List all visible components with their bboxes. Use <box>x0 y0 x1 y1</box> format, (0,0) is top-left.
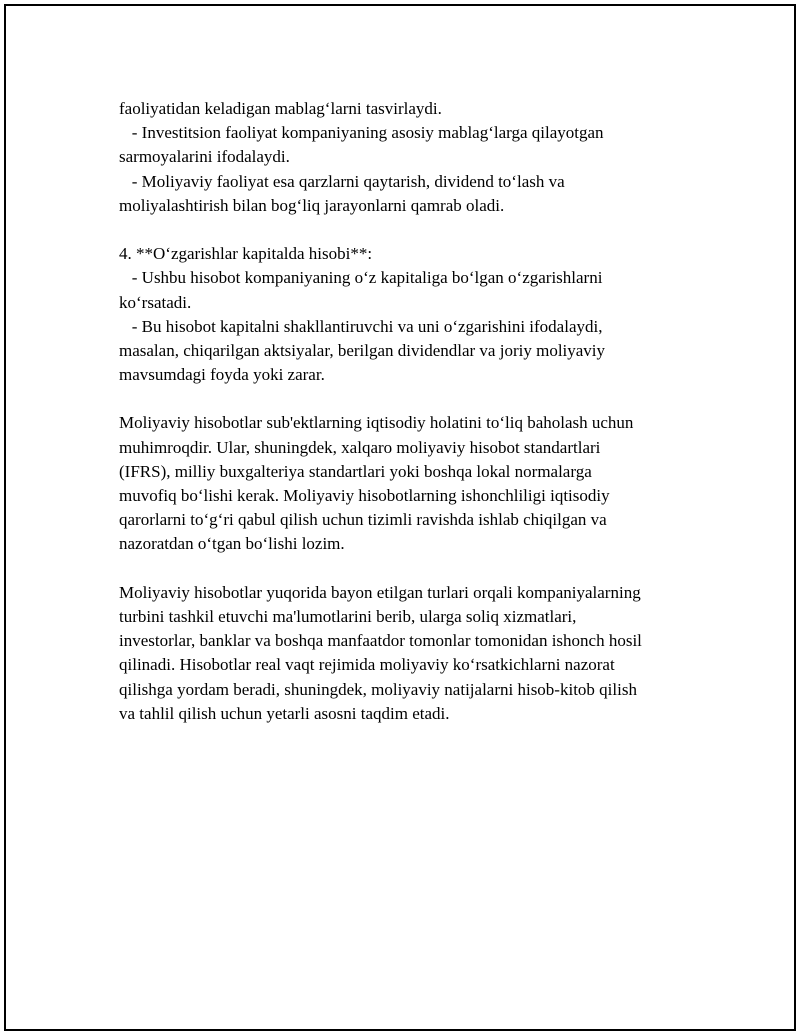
text-line: - Bu hisobot kapitalni shakllantiruvchi va uni o‘zgarishini ifodalaydi, <box>119 316 603 336</box>
text-line: qarorlarni to‘g‘ri qabul qilish uchun tizimli ravishda ishlab chiqilgan va <box>119 510 607 530</box>
text-line: muvofiq bo‘lishi kerak. Moliyaviy hisobotlarning ishonchliligi iqtisodiy <box>119 486 610 505</box>
text-line: nazoratdan o‘tgan bo‘lishi lozim. <box>119 534 345 554</box>
paragraph-spacer <box>119 387 699 411</box>
section-heading: 4. **O‘zgarishlar kapitalda hisobi**: <box>119 244 373 264</box>
text-line: - Investitsion faoliyat kompaniyaning asosiy mablag‘larga qilayotgan <box>119 123 604 143</box>
text-line: va tahlil qilish uchun yetarli asosni taqdim etadi. <box>119 703 450 723</box>
text-line: moliyalashtirish bilan bog‘liq jarayonlarni qamrab oladi. <box>119 195 505 215</box>
text-line: - Ushbu hisobot kompaniyaning o‘z kapitaliga bo‘lgan o‘zgarishlarni <box>119 268 603 288</box>
text-line: turbini tashkil etuvchi ma'lumotlarini berib, ularga soliq xizmatlari, <box>119 606 577 626</box>
text-line: investorlar, banklar va boshqa manfaatdor tomonlar tomonidan ishonch hosil <box>119 631 642 651</box>
paragraph-spacer <box>119 557 699 581</box>
text-line: qilishga yordam beradi, shuningdek, moliyaviy natijalarni hisob-kitob qilish <box>119 679 637 699</box>
document-body <box>119 97 699 726</box>
text-line: Moliyaviy hisobotlar sub'ektlarning iqtisodiy holatini to‘liq baholash uchun <box>119 413 634 433</box>
paragraph-spacer <box>119 218 699 242</box>
text-line: muhimroqdir. Ular, shuningdek, xalqaro moliyaviy hisobot standartlari <box>119 437 601 457</box>
text-line: qilinadi. Hisobotlar real vaqt rejimida moliyaviy ko‘rsatkichlarni nazorat <box>119 655 615 675</box>
text-line: sarmoyalarini ifodalaydi. <box>119 147 290 167</box>
text-line: ko‘rsatadi. <box>119 292 192 312</box>
text-line: Moliyaviy hisobotlar yuqorida bayon etilgan turlari orqali kompaniyalarning <box>119 582 641 602</box>
text-line: mavsumdagi foyda yoki zarar. <box>119 365 325 385</box>
document-page <box>4 4 796 1031</box>
text-line: - Moliyaviy faoliyat esa qarzlarni qaytarish, dividend to‘lash va <box>119 171 565 191</box>
text-line: faoliyatidan keladigan mablag‘larni tasvirlaydi. <box>119 99 442 118</box>
text-line: (IFRS), milliy buxgalteriya standartlari yoki boshqa lokal normalarga <box>119 461 592 481</box>
text-line: masalan, chiqarilgan aktsiyalar, berilgan dividendlar va joriy moliyaviy <box>119 340 606 360</box>
